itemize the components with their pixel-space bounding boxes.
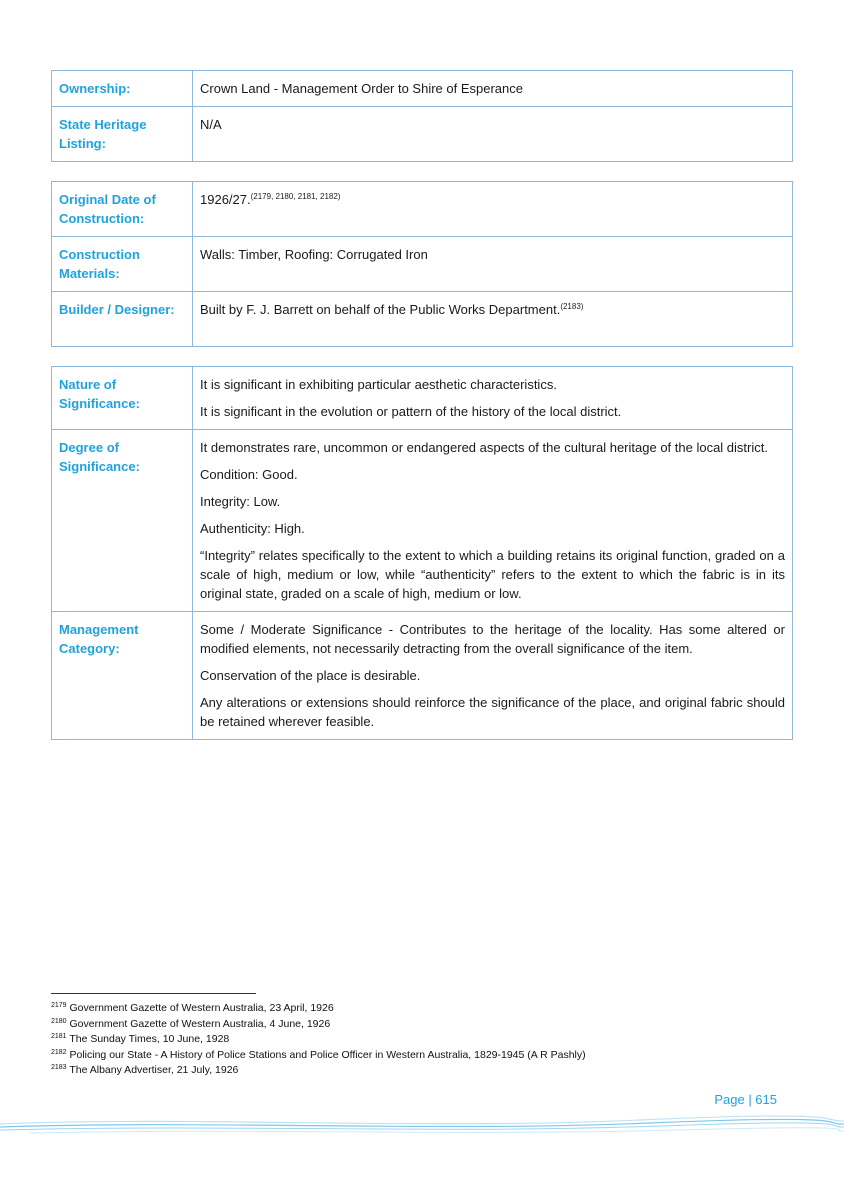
ownership-value: Crown Land - Management Order to Shire of Esperance	[193, 71, 793, 107]
page-number: Page | 615	[714, 1092, 777, 1107]
original-date-footnote-ref: (2179, 2180, 2181, 2182)	[250, 192, 341, 201]
nature-value	[193, 367, 793, 430]
footnote-number: 2181	[51, 1033, 67, 1040]
footnote-text: Government Gazette of Western Australia, 4 June, 1926	[69, 1017, 331, 1030]
footnote	[51, 1001, 751, 1017]
state-heritage-label: State Heritage Listing:	[52, 107, 193, 162]
footnote-number: 2182	[51, 1048, 67, 1056]
table-row	[52, 367, 793, 430]
table-row	[52, 292, 793, 347]
degree-value	[193, 430, 793, 612]
ownership-table	[51, 70, 793, 162]
footnotes	[51, 1001, 751, 1079]
significance-table	[51, 366, 793, 740]
footnote-text: The Sunday Times, 10 June, 1928	[69, 1033, 230, 1045]
original-date-value: 1926/27.	[200, 192, 251, 207]
table-row	[52, 182, 793, 237]
footnote-text: Policing our State - A History of Police Stations and Police Officer in Western Australia, 1829-1945 (A R Pashly)	[69, 1048, 586, 1061]
paragraph: Authenticity: High.	[200, 521, 305, 536]
management-value	[193, 612, 793, 740]
paragraph: Integrity: Low.	[200, 494, 281, 509]
footnote	[51, 1032, 751, 1048]
state-heritage-value: N/A	[193, 107, 793, 162]
table-row	[52, 430, 793, 612]
paragraph: “Integrity” relates specifically to the extent to which a building retains its original function, graded on a scale of high, medium or low, while “authenticity” refers to the extent to which the fabric is in its original state, graded on a scale of high, medium or low.	[200, 548, 785, 601]
footnote-number: 2179	[51, 1002, 67, 1009]
paragraph: It demonstrates rare, uncommon or endangered aspects of the cultural heritage of the local district.	[200, 440, 768, 455]
footnote	[51, 1063, 751, 1079]
builder-label: Builder / Designer:	[52, 292, 193, 347]
original-date-cell	[193, 182, 793, 237]
paragraph: Some / Moderate Significance - Contributes to the heritage of the locality. Has some altered or modified elements, not necessarily detracting from the overall significance of the item.	[200, 622, 785, 656]
footer-wave-decoration	[0, 1112, 844, 1142]
nature-label: Nature of Significance:	[52, 367, 193, 430]
original-date-label: Original Date of Construction:	[52, 182, 193, 237]
builder-value: Built by F. J. Barrett on behalf of the Public Works Department.	[200, 302, 561, 317]
footnote	[51, 1017, 751, 1033]
table-row	[52, 71, 793, 107]
table-row	[52, 107, 793, 162]
paragraph: Conservation of the place is desirable.	[200, 668, 421, 683]
table-row	[52, 237, 793, 292]
materials-value: Walls: Timber, Roofing: Corrugated Iron	[193, 237, 793, 292]
paragraph: Any alterations or extensions should reinforce the significance of the place, and original fabric should be retained wherever feasible.	[200, 695, 785, 729]
builder-footnote-ref: (2183)	[560, 302, 584, 311]
ownership-label: Ownership:	[52, 71, 193, 107]
degree-label: Degree of Significance:	[52, 430, 193, 612]
construction-table	[51, 181, 793, 347]
footnote-divider	[51, 993, 256, 994]
materials-label: Construction Materials:	[52, 237, 193, 292]
management-label: Management Category:	[52, 612, 193, 740]
paragraph: It is significant in the evolution or pattern of the history of the local district.	[200, 404, 622, 419]
paragraph: It is significant in exhibiting particular aesthetic characteristics.	[200, 377, 557, 392]
paragraph: Condition: Good.	[200, 467, 298, 482]
builder-cell	[193, 292, 793, 347]
footnote	[51, 1048, 751, 1064]
table-row	[52, 612, 793, 740]
footnote-number: 2183	[51, 1064, 67, 1071]
footnote-text: The Albany Advertiser, 21 July, 1926	[69, 1064, 239, 1076]
footnote-text: Government Gazette of Western Australia, 23 April, 1926	[69, 1002, 334, 1014]
footnote-number: 2180	[51, 1017, 67, 1025]
